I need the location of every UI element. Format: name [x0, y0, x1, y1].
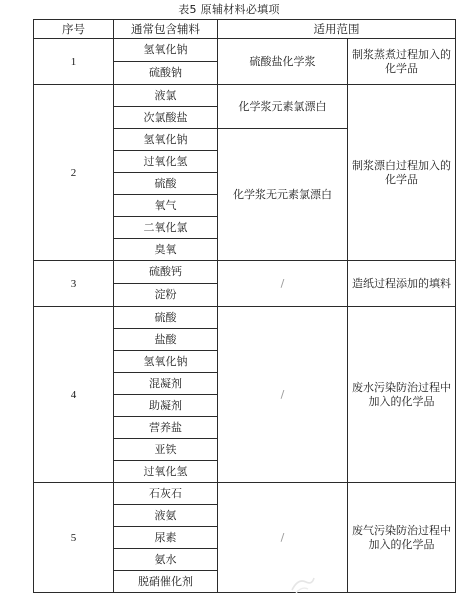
table-row: [34, 483, 456, 505]
material-cell: 助凝剂: [114, 395, 218, 417]
material-cell: 盐酸: [114, 329, 218, 351]
material-cell: 氨水: [114, 549, 218, 571]
scope-description-cell: 废气污染防治过程中加入的化学品: [348, 483, 456, 593]
material-cell: 氢氧化钠: [114, 351, 218, 373]
header-scope: 适用范围: [218, 20, 456, 39]
material-cell: 石灰石: [114, 483, 218, 505]
material-cell: 臭氧: [114, 239, 218, 261]
table-body: [34, 39, 456, 593]
scope-category-cell: 化学浆元素氯漂白: [218, 85, 348, 129]
table-row: [34, 261, 456, 284]
material-cell: 硫酸钠: [114, 62, 218, 85]
table-caption: 表5 原辅材料必填项: [178, 3, 280, 16]
serial-number-cell: 3: [34, 261, 114, 307]
material-cell: 亚铁: [114, 439, 218, 461]
scope-description-cell: 造纸过程添加的填料: [348, 261, 456, 307]
serial-number-cell: 4: [34, 307, 114, 483]
scope-category-cell: /: [218, 261, 348, 307]
scope-description-cell: 废水污染防治过程中加入的化学品: [348, 307, 456, 483]
serial-number-cell: 2: [34, 85, 114, 261]
scope-description-cell: 制浆漂白过程加入的化学品: [348, 85, 456, 261]
material-cell: 脱硝催化剂: [114, 571, 218, 593]
material-cell: 过氧化氢: [114, 151, 218, 173]
material-cell: 硫酸: [114, 307, 218, 329]
scope-category-cell: 硫酸盐化学浆: [218, 39, 348, 85]
material-cell: 混凝剂: [114, 373, 218, 395]
table-row: [34, 307, 456, 329]
material-cell: 尿素: [114, 527, 218, 549]
material-cell: 次氯酸盐: [114, 107, 218, 129]
material-cell: 氢氧化钠: [114, 39, 218, 62]
scope-category-cell: 化学浆无元素氯漂白: [218, 129, 348, 261]
table-row: [34, 85, 456, 107]
watermark-logo: [288, 574, 318, 596]
material-cell: 液氯: [114, 85, 218, 107]
material-cell: 硫酸钙: [114, 261, 218, 284]
material-cell: 过氧化氢: [114, 461, 218, 483]
material-cell: 液氨: [114, 505, 218, 527]
material-cell: 淀粉: [114, 284, 218, 307]
scope-category-cell: /: [218, 483, 348, 593]
material-cell: 营养盐: [114, 417, 218, 439]
table-row: [34, 39, 456, 62]
material-cell: 氧气: [114, 195, 218, 217]
material-cell: 硫酸: [114, 173, 218, 195]
materials-table: [33, 19, 456, 593]
serial-number-cell: 5: [34, 483, 114, 593]
serial-number-cell: 1: [34, 39, 114, 85]
material-cell: 二氧化氯: [114, 217, 218, 239]
table-header-row: [34, 20, 456, 39]
header-serial-number: 序号: [34, 20, 114, 39]
material-cell: 氢氧化钠: [114, 129, 218, 151]
header-materials: 通常包含辅料: [114, 20, 218, 39]
scope-description-cell: 制浆蒸煮过程加入的化学品: [348, 39, 456, 85]
scope-category-cell: /: [218, 307, 348, 483]
